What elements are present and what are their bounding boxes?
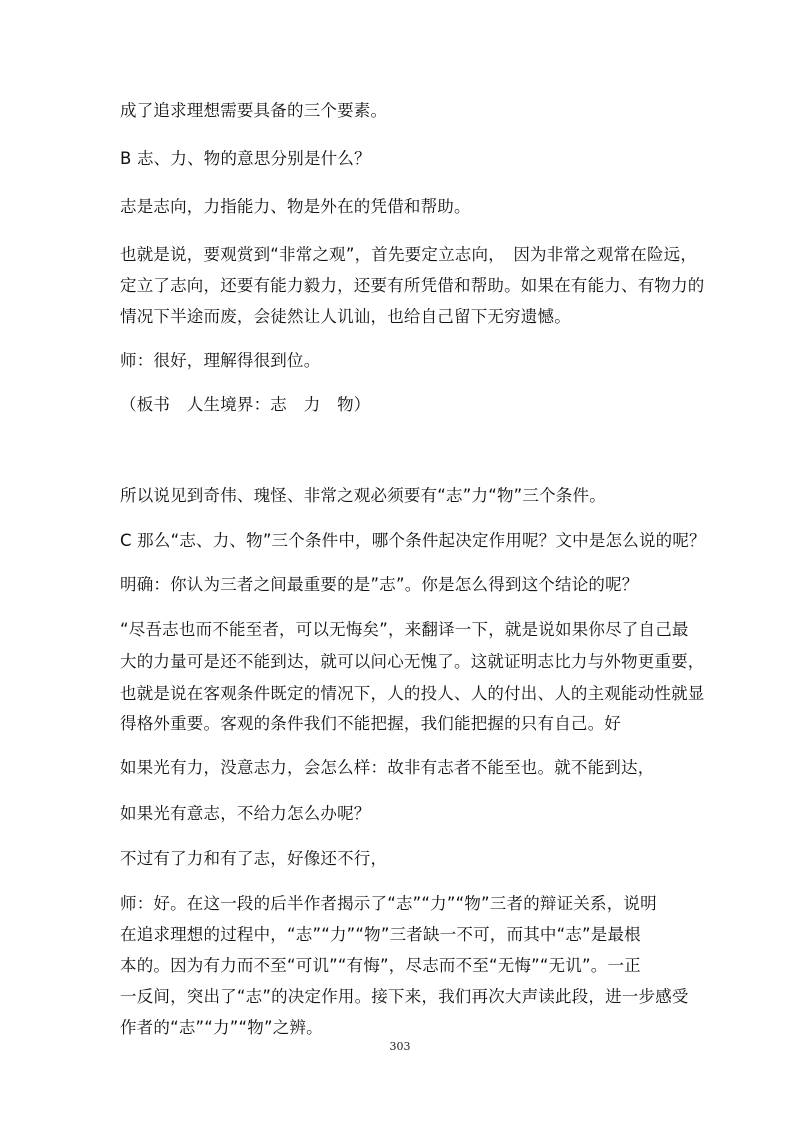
question-c: C 那么“志、力、物”三个条件中，哪个条件起决定作用呢？文中是怎么说的呢？ [120, 531, 706, 550]
teacher-line: 师：很好，理解得很到位。 [120, 351, 321, 370]
text-line: 成了追求理想需要具备的三个要素。 [120, 101, 388, 120]
text-line: 定立了志向，还要有能力毅力，还要有所凭借和帮助。如果在有能力、有物力的 [120, 276, 705, 295]
text-line: 志是志向，力指能力、物是外在的凭借和帮助。 [120, 197, 471, 216]
text-line: 大的力量可是还不能到达，就可以问心无愧了。这就证明志比力与外物更重要， [120, 652, 705, 671]
text-line: 情况下半途而废，会徒然让人讥讪，也给自己留下无穷遗憾。 [120, 307, 571, 326]
text-line: 也就是说，要观赏到“非常之观”，首先要定立志向， 因为非常之观常在险远， [120, 245, 698, 264]
text-line: 也就是说在客观条件既定的情况下，人的投人、人的付出、人的主观能动性就显 [120, 684, 705, 703]
page-number: 303 [389, 1040, 411, 1053]
text-line: 不过有了力和有了志，好像还不行， [120, 849, 388, 868]
text-line: 在追求理想的过程中，“志”“力”“物”三者缺一不可，而其中“志”是最根 [120, 925, 641, 944]
text-line: 如果光有意志，不给力怎么办呢？ [120, 804, 371, 823]
teacher-line: 师：好。在这一段的后半作者揭示了“志”“力”“物”三者的辩证关系，说明 [120, 894, 657, 913]
text-line: 如果光有力，没意志力，会怎么样：故非有志者不能至也。就不能到达， [120, 758, 655, 777]
blackboard-note: （板书 人生境界：志 力 物） [120, 395, 371, 414]
text-line: 作者的“志”“力”“物”之辨。 [120, 1018, 323, 1037]
text-line: 一反间，突出了“志”的决定作用。接下来，我们再次大声读此段，进一步感受 [120, 987, 689, 1006]
text-line: 所以说见到奇伟、瑰怪、非常之观必须要有“志”力“物”三个条件。 [120, 486, 606, 505]
answer-line: 明确：你认为三者之间最重要的是”志”。你是怎么得到这个结论的呢？ [120, 575, 639, 594]
text-line: “尽吾志也而不能至者，可以无悔矣”，来翻译一下，就是说如果你尽了自己最 [120, 620, 689, 639]
text-line: 得格外重要。客观的条件我们不能把握，我们能把握的只有自己。好 [120, 714, 621, 733]
question-b: B 志、力、物的意思分别是什么？ [120, 149, 371, 168]
text-line: 本的。因为有力而不至“可讥”“有悔”，尽志而不至“无悔”“无讥”。一正 [120, 956, 641, 975]
